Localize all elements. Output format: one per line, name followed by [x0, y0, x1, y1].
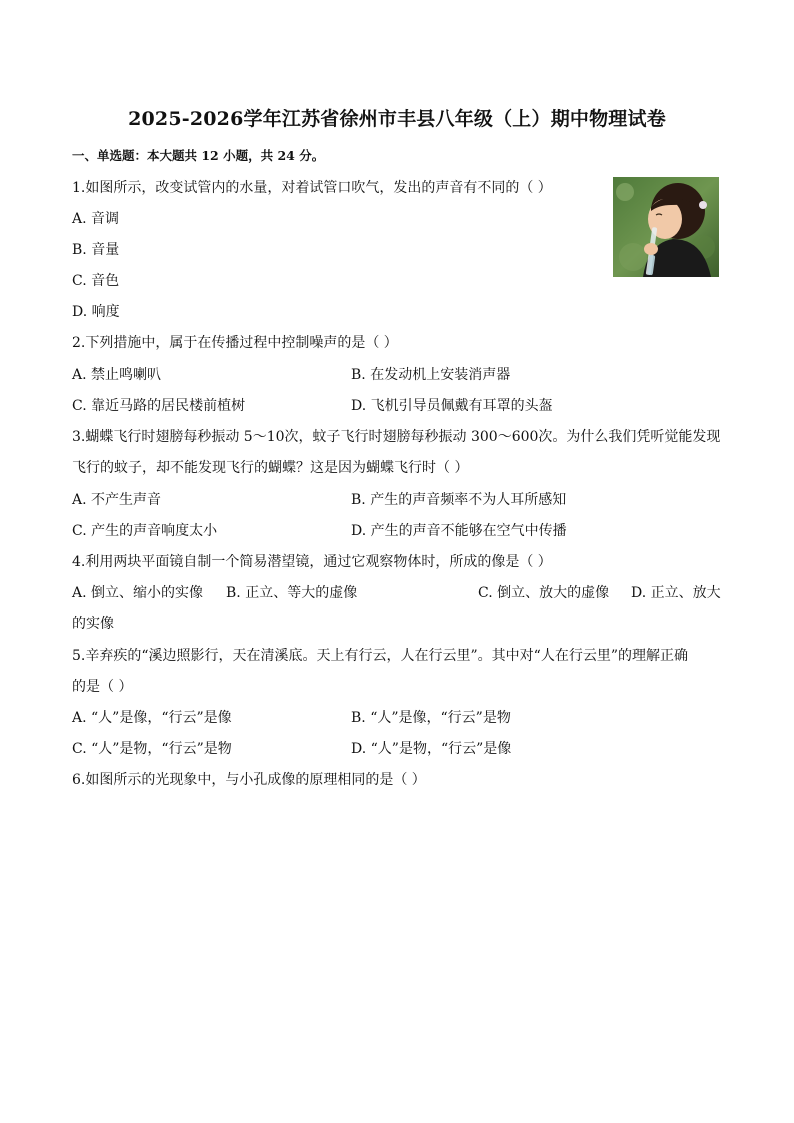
q1-option-b: B. 音量: [72, 242, 120, 258]
q4-option-d-wrap: 的实像: [72, 616, 114, 632]
question-2-stem: 2.下列措施中，属于在传播过程中控制噪声的是（ ）: [72, 335, 398, 351]
q5-option-c: C. “人”是物，“行云”是物: [72, 741, 232, 757]
q3-option-d: D. 产生的声音不能够在空气中传播: [351, 523, 567, 539]
exam-title: 2025-2026学年江苏省徐州市丰县八年级（上）期中物理试卷: [128, 108, 666, 130]
question-5-stem-line-2: 的是（ ）: [72, 679, 133, 695]
q3-option-c: C. 产生的声音响度太小: [72, 523, 218, 539]
q3-option-a: A. 不产生声音: [72, 492, 162, 508]
question-1-stem: 1.如图所示，改变试管内的水量，对着试管口吹气，发出的声音有不同的（ ）: [72, 180, 552, 196]
q1-option-a: A. 音调: [72, 211, 120, 227]
q1-option-c: C. 音色: [72, 273, 120, 289]
q4-option-d: D. 正立、放大: [631, 585, 721, 601]
q2-option-d: D. 飞机引导员佩戴有耳罩的头盔: [351, 398, 553, 414]
q3-option-b: B. 产生的声音频率不为人耳所感知: [351, 492, 567, 508]
question-3-stem-line-2: 飞行的蚊子，却不能发现飞行的蝴蝶？这是因为蝴蝶飞行时（ ）: [72, 460, 469, 476]
question-5-stem-line-1: 5.辛弃疾的“溪边照影行，天在清溪底。天上有行云，人在行云里”。其中对“人在行云里”的理解正确: [72, 648, 688, 664]
q4-option-a: A. 倒立、缩小的实像: [72, 585, 204, 601]
question-3-stem-line-1: 3.蝴蝶飞行时翅膀每秒振动 5～10次，蚊子飞行时翅膀每秒振动 300～600次。为什么我们凭听觉能发现: [72, 429, 721, 445]
q5-option-d: D. “人”是物，“行云”是像: [351, 741, 512, 757]
section-heading: 一、单选题：本大题共 12 小题，共 24 分。: [72, 148, 325, 163]
q2-option-c: C. 靠近马路的居民楼前植树: [72, 398, 246, 414]
q4-option-b: B. 正立、等大的虚像: [226, 585, 358, 601]
q5-option-b: B. “人”是像，“行云”是物: [351, 710, 511, 726]
question-4-stem: 4.利用两块平面镜自制一个简易潜望镜，通过它观察物体时，所成的像是（ ）: [72, 554, 552, 570]
q2-option-b: B. 在发动机上安装消声器: [351, 367, 511, 383]
question-6-stem: 6.如图所示的光现象中，与小孔成像的原理相同的是（ ）: [72, 772, 426, 788]
q4-option-c: C. 倒立、放大的虚像: [478, 585, 610, 601]
q2-option-a: A. 禁止鸣喇叭: [72, 367, 162, 383]
girl-blowing-test-tube-photo: [613, 177, 719, 277]
q1-option-d: D. 响度: [72, 304, 120, 320]
q5-option-a: A. “人”是像，“行云”是像: [72, 710, 232, 726]
